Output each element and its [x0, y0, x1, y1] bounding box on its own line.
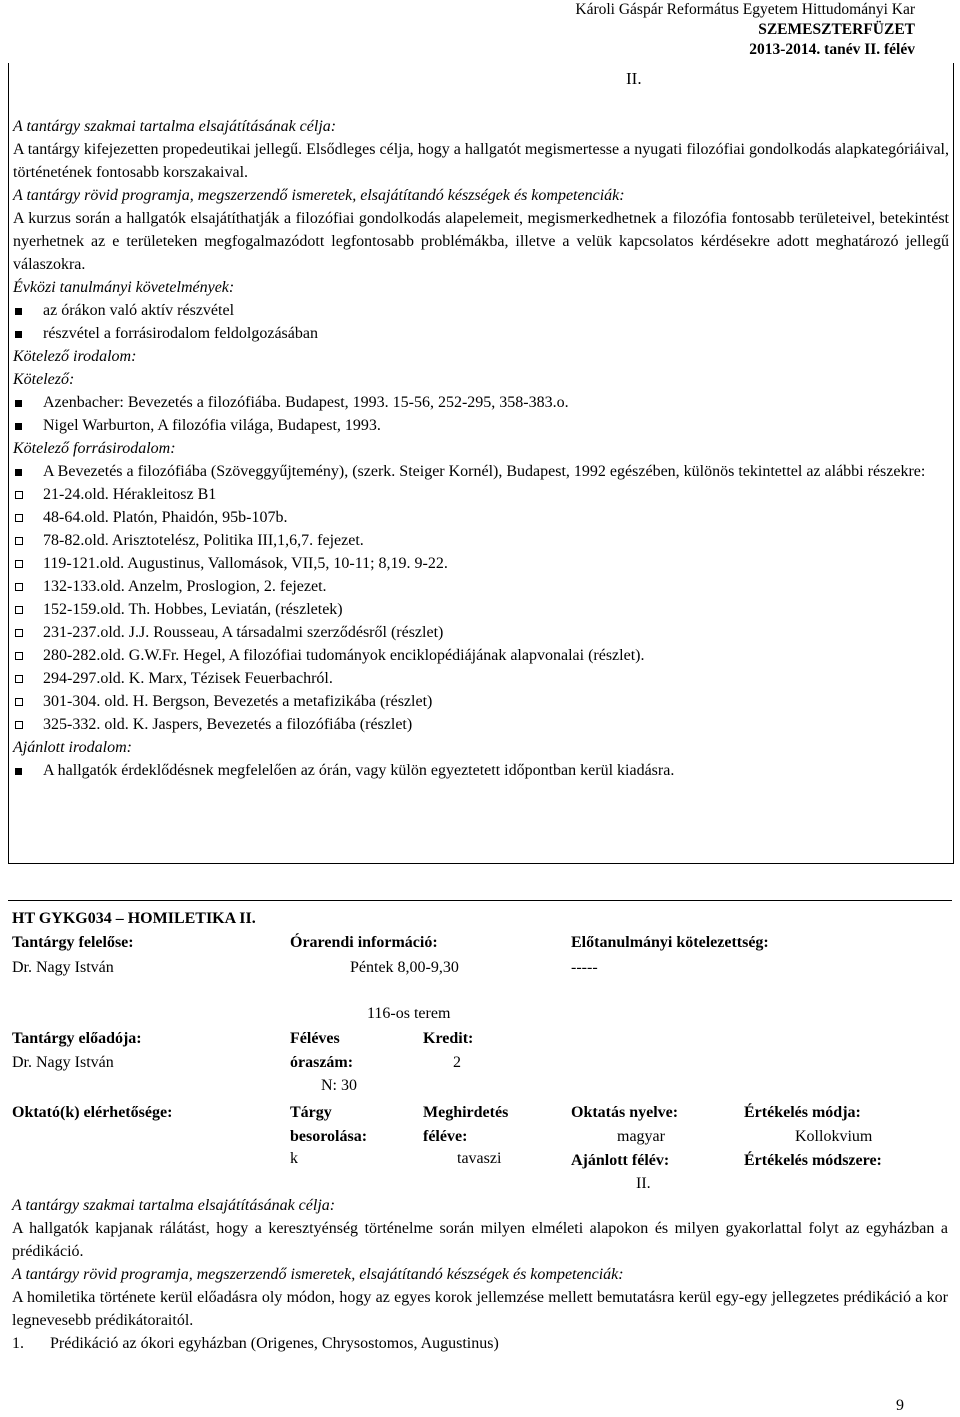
lecturer-label: Tantárgy előadója:	[12, 1030, 142, 1047]
list-item: 119-121.old. Augustinus, Vallomások, VII,5, 10-11; 8,19. 9-22.	[13, 552, 949, 575]
list-item: 132-133.old. Anzelm, Proslogion, 2. fejezet.	[13, 575, 949, 598]
schedule-room: 116-os terem	[367, 1005, 451, 1022]
booklet-title: SZEMESZTERFÜZET	[758, 21, 915, 38]
requirements-heading: Évközi tanulmányi követelmények:	[13, 279, 235, 296]
literature-subheading: Kötelező:	[13, 371, 75, 388]
list-item: részvétel a forrásirodalom feldolgozásában	[13, 322, 949, 345]
lecturer-value: Dr. Nagy István	[12, 1054, 114, 1071]
schedule-label: Órarendi információ:	[290, 934, 438, 951]
document-header	[575, 0, 915, 60]
requirements-list	[13, 299, 949, 345]
previous-course-section	[8, 63, 954, 864]
prerequisite-value: -----	[571, 959, 598, 976]
credit-value: 2	[453, 1054, 461, 1071]
recommended-literature-heading: Ajánlott irodalom:	[13, 739, 132, 756]
homiletika-course-section	[8, 900, 952, 1352]
responsible-value: Dr. Nagy István	[12, 959, 114, 976]
program-text: A kurzus során a hallgatók elsajátíthatják a filozófiai gondolkodás alapelemeit, megismerkedhetnek a filozófia fontosabb területeivel, betekintést nyerhetnek az e területeken megfogalmazódott legfontosabb problémákba, illetve a velük kapcsolatos kérdésekre adott meghatározó jellegű válaszokra.	[13, 210, 949, 273]
list-item: az órákon való aktív részvétel	[13, 299, 949, 322]
language-label: Oktatás nyelve:	[571, 1104, 679, 1121]
program-heading: A tantárgy rövid programja, megszerzendő ismeretek, elsajátítandó készségek és kompetenciák:	[13, 187, 625, 204]
schedule-value: Péntek 8,00-9,30	[350, 959, 459, 976]
classification-label-line2: besorolása:	[290, 1128, 368, 1145]
list-item: 231-237.old. J.J. Rousseau, A társadalmi szerződésről (részlet)	[13, 621, 949, 644]
program-heading: A tantárgy rövid programja, megszerzendő ismeretek, elsajátítandó készségek és kompetenciák:	[12, 1266, 624, 1283]
list-item: A hallgatók érdeklődésnek megfelelően az órán, vagy külön egyeztetett időpontban kerül kiadásra.	[13, 759, 949, 782]
hours-label-line1: Féléves	[290, 1030, 340, 1047]
term-label: II.	[626, 69, 642, 88]
hours-label-line2: óraszám:	[290, 1054, 354, 1071]
evaluation-value: Kollokvium	[795, 1128, 873, 1145]
source-literature-heading: Kötelező forrásirodalom:	[13, 440, 176, 457]
literature-list	[13, 391, 949, 437]
literature-heading: Kötelező irodalom:	[13, 348, 137, 365]
classification-value: k	[290, 1150, 298, 1167]
semester-label-line1: Meghirdetés	[423, 1104, 509, 1121]
recommended-literature-list	[13, 759, 949, 782]
source-parts-list	[13, 483, 949, 736]
semester-label-line2: féléve:	[423, 1128, 468, 1145]
academic-term: 2013-2014. tanév II. félév	[749, 41, 915, 58]
semester-value: tavaszi	[457, 1150, 502, 1167]
credit-label: Kredit:	[423, 1030, 474, 1047]
goal-heading: A tantárgy szakmai tartalma elsajátításának célja:	[13, 118, 337, 135]
list-item: 301-304. old. H. Bergson, Bevezetés a metafizikába (részlet)	[13, 690, 949, 713]
program-text: A homiletika története kerül előadásra oly módon, hogy az egyes korok jellemzése mellett bemutatásra kerül egy-egy jellegzetes prédikáció a kor legnevesebb prédikátoraitól.	[12, 1289, 948, 1329]
goal-heading: A tantárgy szakmai tartalma elsajátításának célja:	[12, 1197, 336, 1214]
institution-name: Károli Gáspár Református Egyetem Hittudományi Kar	[575, 1, 915, 18]
page-number: 9	[896, 1397, 904, 1414]
list-item: 152-159.old. Th. Hobbes, Leviatán, (részletek)	[13, 598, 949, 621]
goal-text: A tantárgy kifejezetten propedeutikai jellegű. Elsődleges célja, hogy a hallgatót megismertesse a nyugati filozófiai gondolkodás alapkategóriáival, történetének fontosabb korszakaival.	[13, 141, 949, 181]
availability-label: Oktató(k) elérhetősége:	[12, 1104, 173, 1121]
evaluation-method-label: Értékelés módszere:	[744, 1152, 882, 1169]
list-item	[12, 1332, 948, 1355]
prerequisite-label: Előtanulmányi kötelezettség:	[571, 934, 769, 951]
item-text: Prédikáció az ókori egyházban (Origenes, Chrysostomos, Augustinus)	[50, 1335, 499, 1352]
hours-value: N: 30	[321, 1077, 357, 1094]
list-item: 21-24.old. Hérakleitosz B1	[13, 483, 949, 506]
item-number: 1.	[12, 1335, 24, 1352]
evaluation-label: Értékelés módja:	[744, 1104, 861, 1121]
list-item: 280-282.old. G.W.Fr. Hegel, A filozófiai tudományok enciklopédiájának alapvonalai (részlet).	[13, 644, 949, 667]
list-item: 325-332. old. K. Jaspers, Bevezetés a filozófiába (részlet)	[13, 713, 949, 736]
course-title: HT GYKG034 – HOMILETIKA II.	[12, 910, 256, 927]
list-item: Nigel Warburton, A filozófia világa, Budapest, 1993.	[13, 414, 949, 437]
list-item: 78-82.old. Arisztotelész, Politika III,1,6,7. fejezet.	[13, 529, 949, 552]
list-item: A Bevezetés a filozófiába (Szöveggyűjtemény), (szerk. Steiger Kornél), Budapest, 1992 egészében, különös tekintettel az alábbi részekre:	[13, 460, 949, 483]
recommended-semester-label: Ajánlott félév:	[571, 1152, 670, 1169]
classification-label-line1: Tárgy	[290, 1104, 332, 1121]
responsible-label: Tantárgy felelőse:	[12, 934, 134, 951]
list-item: Azenbacher: Bevezetés a filozófiába. Budapest, 1993. 15-56, 252-295, 358-383.o.	[13, 391, 949, 414]
recommended-semester-value: II.	[636, 1175, 651, 1192]
source-literature-list	[13, 460, 949, 483]
language-value: magyar	[617, 1128, 665, 1145]
goal-text: A hallgatók kapjanak rálátást, hogy a keresztyénség történelme során milyen elméleti alapokon és milyen gyakorlattal folyt az egyházban a prédikáció.	[12, 1220, 948, 1260]
list-item: 48-64.old. Platón, Phaidón, 95b-107b.	[13, 506, 949, 529]
list-item: 294-297.old. K. Marx, Tézisek Feuerbachról.	[13, 667, 949, 690]
